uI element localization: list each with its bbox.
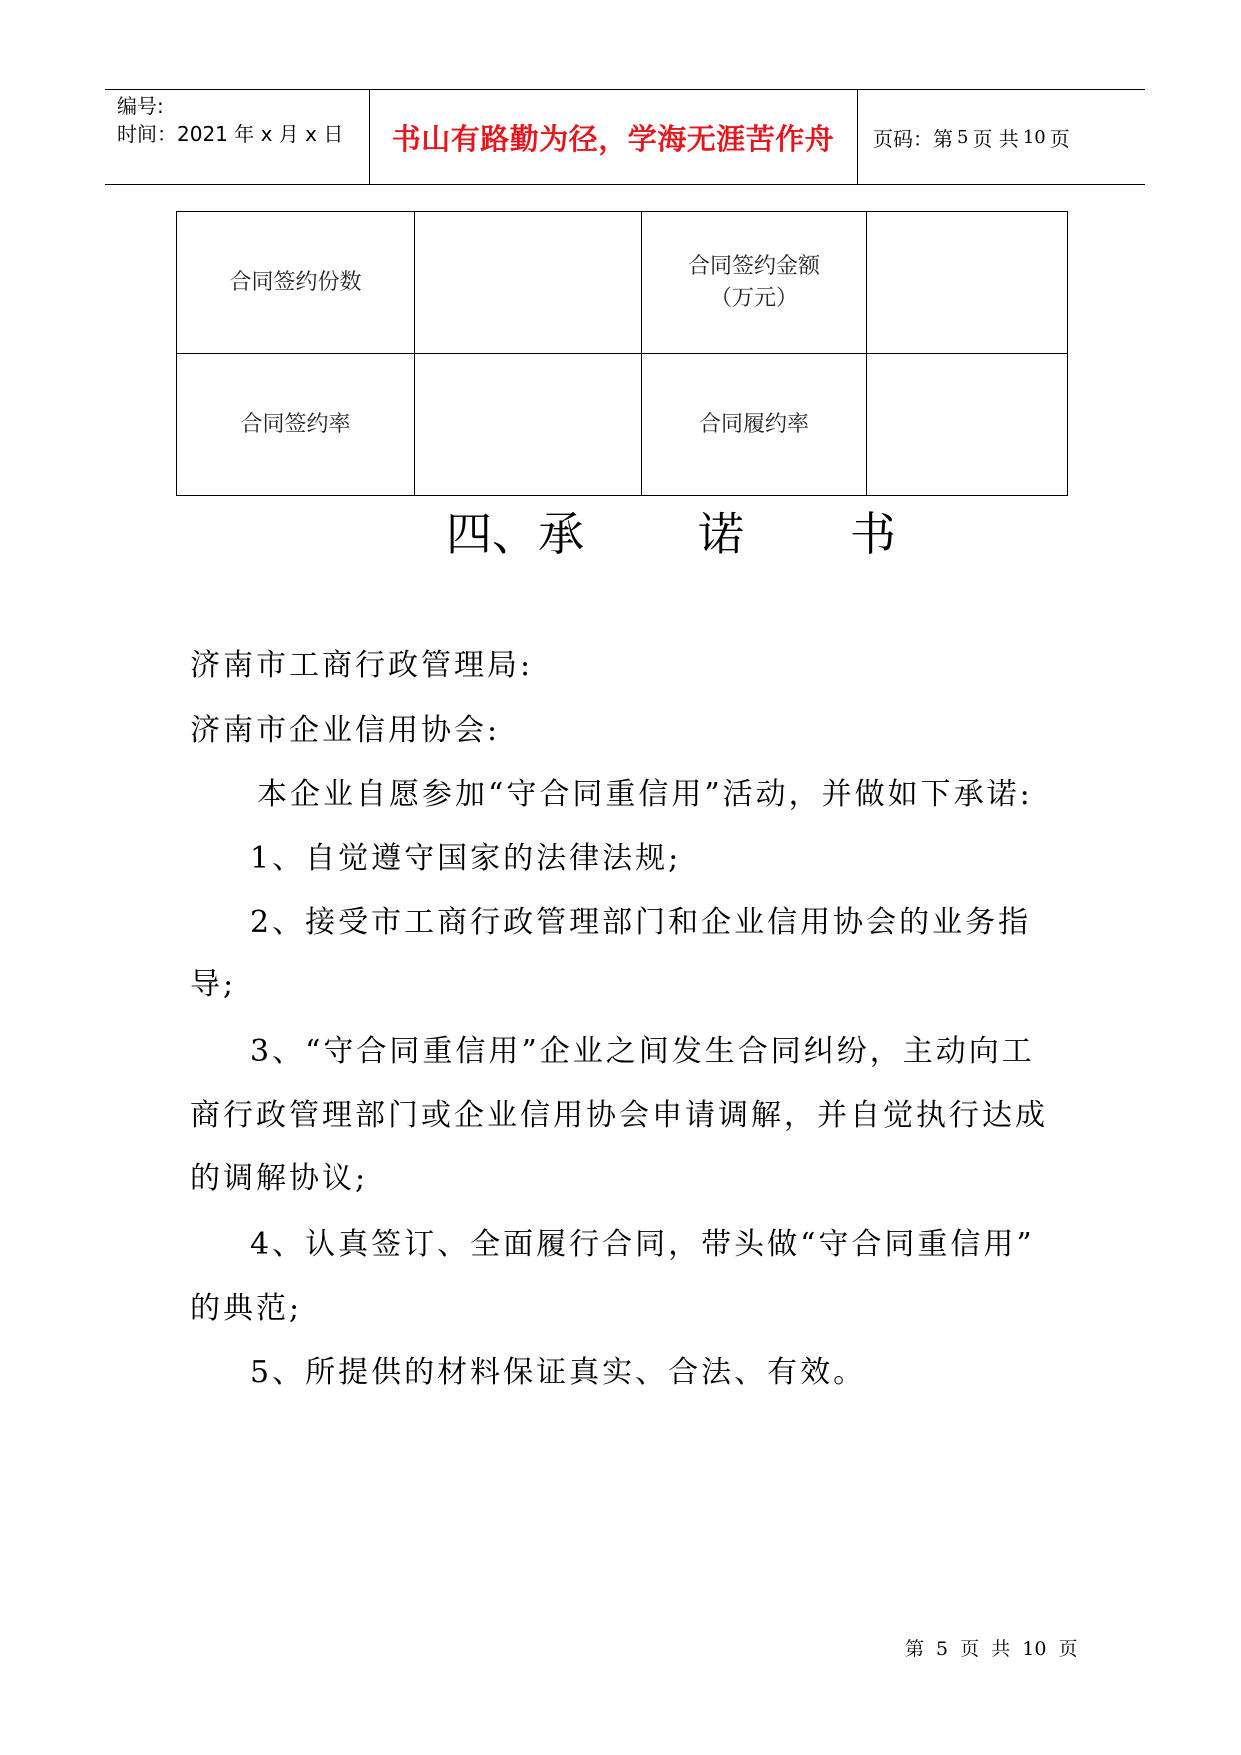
header-divider bbox=[857, 90, 858, 184]
commitment-item: 5、所提供的材料保证真实、合法、有效。 bbox=[250, 1355, 867, 1390]
document-number-label: 编号: bbox=[117, 94, 164, 118]
commitment-item: 1、自觉遵守国家的法律法规; bbox=[250, 841, 682, 876]
title-part: 四、承 bbox=[446, 507, 584, 561]
page-current: 5 bbox=[957, 126, 969, 148]
commitment-item: 4、认真签订、全面履行合同，带头做“守合同重信用” bbox=[250, 1227, 1035, 1262]
document-time: 时间：2021 年 x 月 x 日 bbox=[117, 122, 344, 146]
table-cell-value bbox=[415, 354, 642, 496]
page-suffix: 页 bbox=[1049, 126, 1070, 151]
commitment-item-continued: 的典范; bbox=[190, 1291, 303, 1326]
header-motto: 书山有路勤为径，学海无涯苦作舟 bbox=[391, 121, 835, 156]
page-prefix: 页码：第 bbox=[873, 126, 953, 151]
page-header bbox=[105, 89, 1145, 185]
page-total: 10 bbox=[1022, 126, 1046, 148]
header-page-indicator bbox=[873, 90, 1070, 184]
intro-paragraph: 本企业自愿参加“守合同重信用”活动，并做如下承诺: bbox=[257, 777, 1033, 812]
page-footer: 第 5 页 共 10 页 bbox=[905, 1638, 1078, 1660]
table-row bbox=[177, 354, 1068, 496]
table-cell-label: 合同签约金额 （万元） bbox=[642, 212, 867, 354]
table-cell-value bbox=[415, 212, 642, 354]
title-part: 书 bbox=[850, 507, 896, 561]
header-meta bbox=[117, 92, 367, 148]
table-cell-label: 合同签约份数 bbox=[177, 212, 415, 354]
addressee-line: 济南市工商行政管理局: bbox=[190, 648, 534, 683]
commitment-item-continued: 商行政管理部门或企业信用协会申请调解，并自觉执行达成 bbox=[190, 1098, 1048, 1133]
contract-stats-table bbox=[176, 211, 1068, 496]
commitment-item: 3、“守合同重信用”企业之间发生合同纠纷，主动向工 bbox=[250, 1034, 1035, 1069]
commitment-item: 2、接受市工商行政管理部门和企业信用协会的业务指 bbox=[250, 905, 1032, 940]
page-mid: 页 共 bbox=[972, 126, 1019, 151]
table-row bbox=[177, 212, 1068, 354]
table-cell-label: 合同履约率 bbox=[642, 354, 867, 496]
table-cell-label: 合同签约率 bbox=[177, 354, 415, 496]
commitment-item-continued: 导; bbox=[190, 967, 237, 1002]
table-cell-value bbox=[867, 212, 1068, 354]
title-part: 诺 bbox=[698, 507, 744, 561]
table-cell-value bbox=[867, 354, 1068, 496]
commitment-item-continued: 的调解协议; bbox=[190, 1161, 369, 1196]
header-divider bbox=[369, 90, 370, 184]
addressee-line: 济南市企业信用协会: bbox=[190, 713, 501, 748]
